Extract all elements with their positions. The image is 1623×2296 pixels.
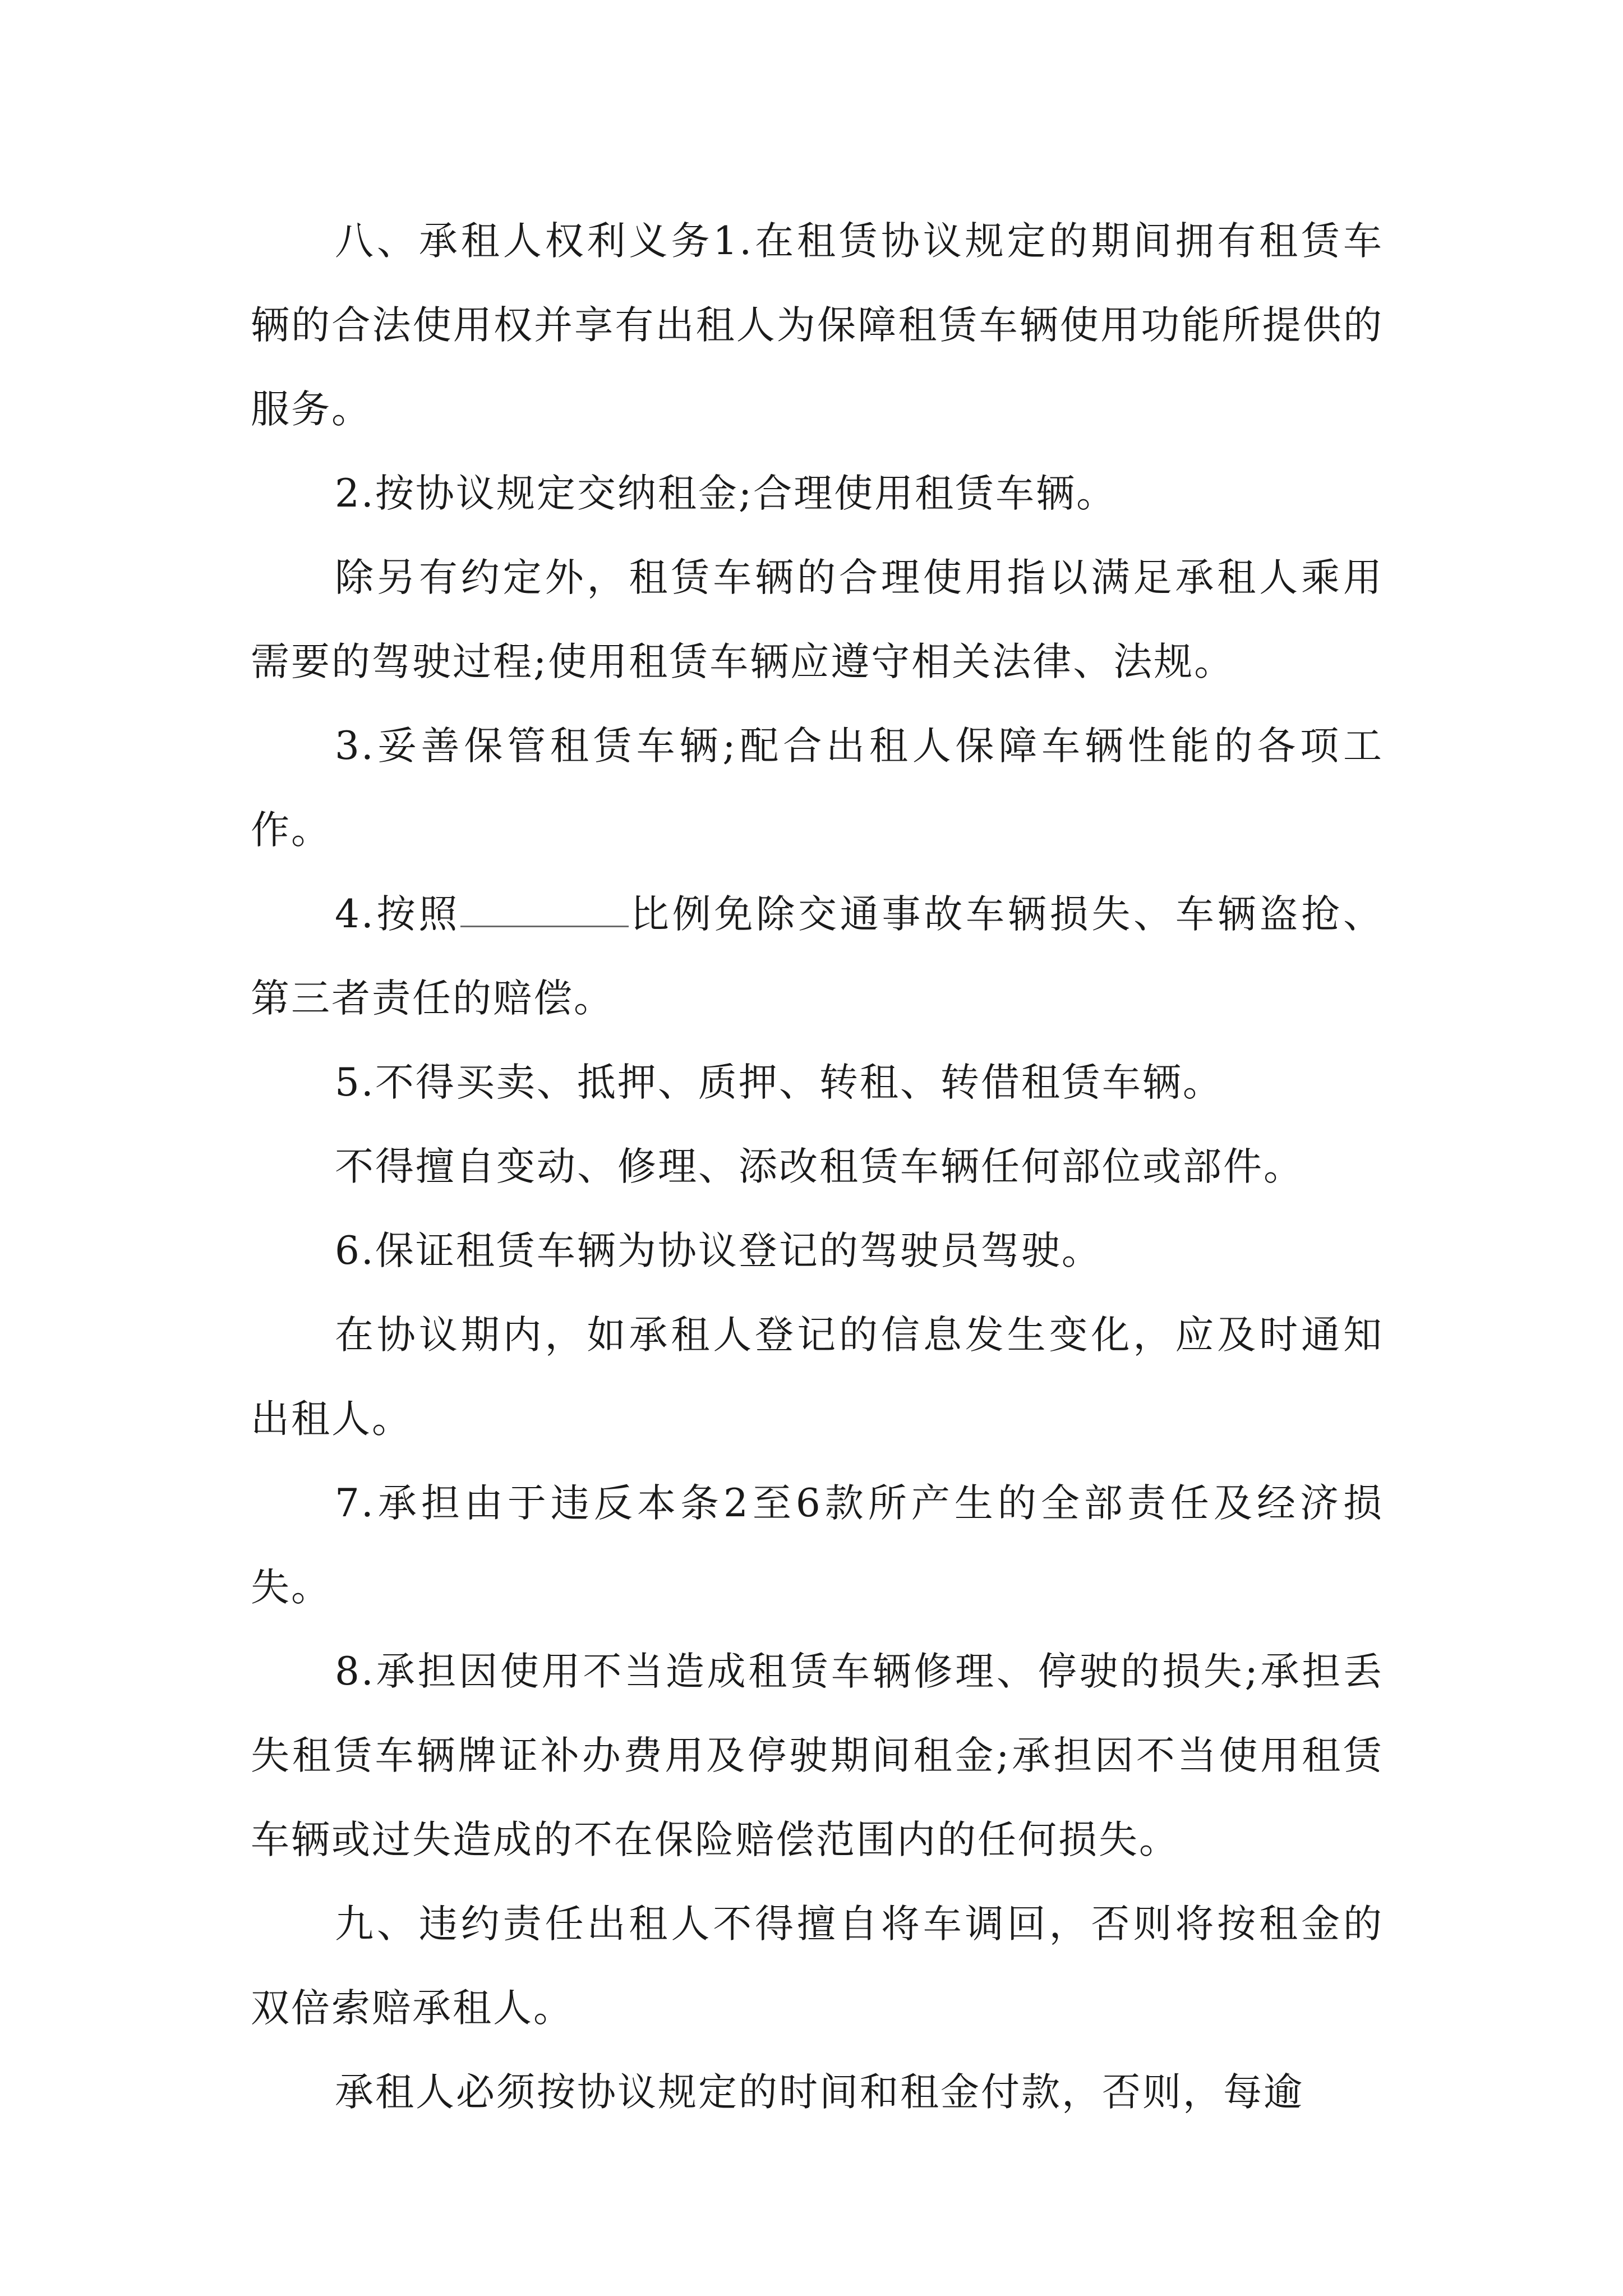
paragraph-reasonable-use: 除另有约定外，租赁车辆的合理使用指以满足承租人乘用需要的驾驶过程;使用租赁车辆应遵守相关法律、法规。 (251, 555, 1384, 684)
paragraph-item-8: 8.承担因使用不当造成租赁车辆修理、停驶的损失;承担丢失租赁车辆牌证补办费用及停驶期间租金;承担因不当使用租赁车辆或过失造成的不在保险赔偿范围内的任何损失。 (251, 1649, 1384, 1862)
paragraph-payment-terms: 承租人必须按协议规定的时间和租金付款，否则，每逾 (335, 2070, 1304, 2115)
fill-in-blank (460, 892, 629, 927)
paragraph-breach-liability: 九、违约责任出租人不得擅自将车调回，否则将按租金的双倍索赔承租人。 (251, 1902, 1384, 2031)
item-4-suffix: 比例免除交通事故车辆损失、车辆盗抢、第三者责任的赔偿。 (251, 892, 1384, 1021)
paragraph-info-change: 在协议期内，如承租人登记的信息发生变化，应及时通知出租人。 (251, 1313, 1384, 1442)
document-body (251, 199, 1384, 2134)
paragraph-item-2: 2.按协议规定交纳租金;合理使用租赁车辆。 (335, 471, 1117, 516)
paragraph-no-modification: 不得擅自变动、修理、添改租赁车辆任何部位或部件。 (335, 1144, 1304, 1189)
paragraph-lessee-rights-1: 八、承租人权利义务1.在租赁协议规定的期间拥有租赁车辆的合法使用权并享有出租人为保障租赁车辆使用功能所提供的服务。 (251, 219, 1384, 432)
item-4-prefix: 4.按照 (335, 892, 461, 937)
paragraph-item-7: 7.承担由于违反本条2至6款所产生的全部责任及经济损失。 (251, 1481, 1384, 1610)
paragraph-item-3: 3.妥善保管租赁车辆;配合出租人保障车辆性能的各项工作。 (251, 724, 1384, 853)
paragraph-item-4 (251, 872, 1384, 1041)
paragraph-item-5: 5.不得买卖、抵押、质押、转租、转借租赁车辆。 (335, 1060, 1223, 1105)
paragraph-item-6: 6.保证租赁车辆为协议登记的驾驶员驾驶。 (335, 1228, 1102, 1273)
